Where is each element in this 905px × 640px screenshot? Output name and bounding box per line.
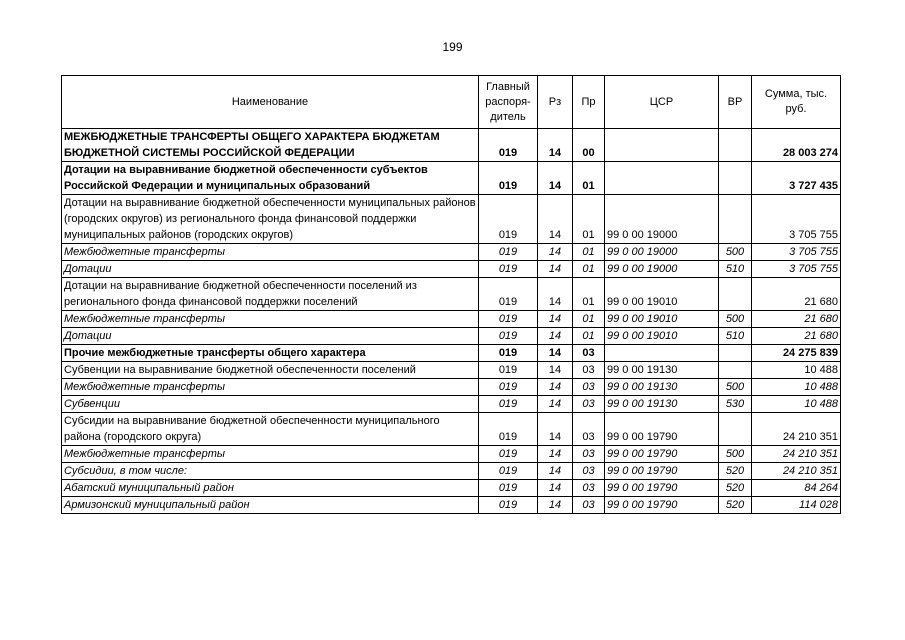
row-section: 14 xyxy=(538,261,573,278)
row-subsection: 01 xyxy=(573,261,605,278)
row-name: МЕЖБЮДЖЕТНЫЕ ТРАНСФЕРТЫ ОБЩЕГО ХАРАКТЕРА БЮДЖЕТАМ БЮДЖЕТНОЙ СИСТЕМЫ РОССИЙСКОЙ ФЕДЕРАЦИИ xyxy=(62,129,479,162)
row-section: 14 xyxy=(538,244,573,261)
row-main-manager: 019 xyxy=(479,328,538,345)
row-name: Дотации на выравнивание бюджетной обеспеченности поселений из регионального фонда финансовой поддержки поселений xyxy=(62,278,479,311)
row-expense-type: 530 xyxy=(719,396,752,413)
row-name: Армизонский муниципальный район xyxy=(62,497,479,514)
row-section: 14 xyxy=(538,362,573,379)
row-expense-type: 520 xyxy=(719,497,752,514)
row-section: 14 xyxy=(538,311,573,328)
row-expense-type: 510 xyxy=(719,328,752,345)
row-subsection: 01 xyxy=(573,195,605,244)
row-target-article: 99 0 00 19130 xyxy=(605,379,719,396)
row-amount: 24 210 351 xyxy=(752,463,841,480)
table-row xyxy=(62,328,841,345)
row-subsection: 03 xyxy=(573,362,605,379)
table-row xyxy=(62,480,841,497)
header-subsection: Пр xyxy=(573,76,605,129)
row-section: 14 xyxy=(538,413,573,446)
row-section: 14 xyxy=(538,328,573,345)
row-amount: 28 003 274 xyxy=(752,129,841,162)
table-row xyxy=(62,129,841,162)
row-amount: 21 680 xyxy=(752,311,841,328)
row-amount: 3 705 755 xyxy=(752,195,841,244)
row-amount: 3 727 435 xyxy=(752,162,841,195)
row-amount: 114 028 xyxy=(752,497,841,514)
row-section: 14 xyxy=(538,129,573,162)
row-target-article: 99 0 00 19130 xyxy=(605,396,719,413)
header-main-manager: Главный распоря-дитель xyxy=(479,76,538,129)
row-name: Межбюджетные трансферты xyxy=(62,379,479,396)
row-main-manager: 019 xyxy=(479,162,538,195)
row-amount: 10 488 xyxy=(752,362,841,379)
table-row xyxy=(62,278,841,311)
row-main-manager: 019 xyxy=(479,497,538,514)
row-subsection: 03 xyxy=(573,379,605,396)
row-subsection: 01 xyxy=(573,328,605,345)
row-name: Субсидии на выравнивание бюджетной обеспеченности муниципального района (городского округа) xyxy=(62,413,479,446)
row-section: 14 xyxy=(538,379,573,396)
row-name: Субвенции на выравнивание бюджетной обеспеченности поселений xyxy=(62,362,479,379)
row-target-article: 99 0 00 19000 xyxy=(605,261,719,278)
row-target-article: 99 0 00 19790 xyxy=(605,497,719,514)
table-row xyxy=(62,379,841,396)
budget-table xyxy=(61,75,841,514)
row-subsection: 03 xyxy=(573,345,605,362)
row-target-article xyxy=(605,129,719,162)
header-amount: Сумма, тыс. руб. xyxy=(752,76,841,129)
row-target-article: 99 0 00 19000 xyxy=(605,244,719,261)
header-target-article: ЦСР xyxy=(605,76,719,129)
row-main-manager: 019 xyxy=(479,311,538,328)
table-row xyxy=(62,195,841,244)
row-target-article: 99 0 00 19010 xyxy=(605,278,719,311)
row-expense-type xyxy=(719,162,752,195)
row-name: Дотации xyxy=(62,261,479,278)
row-name: Дотации на выравнивание бюджетной обеспеченности субъектов Российской Федерации и муниципальных образований xyxy=(62,162,479,195)
row-name: Межбюджетные трансферты xyxy=(62,244,479,261)
row-subsection: 03 xyxy=(573,446,605,463)
row-main-manager: 019 xyxy=(479,244,538,261)
row-target-article: 99 0 00 19130 xyxy=(605,362,719,379)
table-row xyxy=(62,446,841,463)
row-section: 14 xyxy=(538,345,573,362)
row-subsection: 03 xyxy=(573,396,605,413)
table-row xyxy=(62,345,841,362)
table-row xyxy=(62,162,841,195)
row-amount: 24 210 351 xyxy=(752,413,841,446)
row-expense-type xyxy=(719,345,752,362)
row-amount: 3 705 755 xyxy=(752,244,841,261)
row-expense-type xyxy=(719,129,752,162)
row-amount: 21 680 xyxy=(752,328,841,345)
row-main-manager: 019 xyxy=(479,195,538,244)
row-target-article: 99 0 00 19010 xyxy=(605,311,719,328)
header-row xyxy=(62,76,841,129)
row-target-article: 99 0 00 19000 xyxy=(605,195,719,244)
row-amount: 10 488 xyxy=(752,379,841,396)
row-target-article: 99 0 00 19790 xyxy=(605,446,719,463)
row-name: Субсидии, в том числе: xyxy=(62,463,479,480)
header-name: Наименование xyxy=(62,76,479,129)
row-section: 14 xyxy=(538,480,573,497)
row-main-manager: 019 xyxy=(479,261,538,278)
row-section: 14 xyxy=(538,195,573,244)
header-section: Рз xyxy=(538,76,573,129)
page-number: 199 xyxy=(442,40,463,54)
row-amount: 24 210 351 xyxy=(752,446,841,463)
table-row xyxy=(62,311,841,328)
row-expense-type xyxy=(719,413,752,446)
row-target-article xyxy=(605,345,719,362)
row-expense-type: 500 xyxy=(719,379,752,396)
row-name: Межбюджетные трансферты xyxy=(62,446,479,463)
row-name: Абатский муниципальный район xyxy=(62,480,479,497)
row-amount: 84 264 xyxy=(752,480,841,497)
row-main-manager: 019 xyxy=(479,362,538,379)
header-expense-type: ВР xyxy=(719,76,752,129)
row-name: Субвенции xyxy=(62,396,479,413)
row-target-article: 99 0 00 19010 xyxy=(605,328,719,345)
row-amount: 21 680 xyxy=(752,278,841,311)
row-subsection: 01 xyxy=(573,244,605,261)
row-expense-type xyxy=(719,195,752,244)
row-expense-type: 520 xyxy=(719,463,752,480)
row-main-manager: 019 xyxy=(479,480,538,497)
row-section: 14 xyxy=(538,446,573,463)
table-row xyxy=(62,497,841,514)
row-main-manager: 019 xyxy=(479,413,538,446)
row-subsection: 03 xyxy=(573,497,605,514)
table-row xyxy=(62,396,841,413)
row-main-manager: 019 xyxy=(479,129,538,162)
row-name: Межбюджетные трансферты xyxy=(62,311,479,328)
row-subsection: 01 xyxy=(573,311,605,328)
row-target-article: 99 0 00 19790 xyxy=(605,480,719,497)
row-expense-type: 510 xyxy=(719,261,752,278)
row-subsection: 03 xyxy=(573,463,605,480)
row-target-article: 99 0 00 19790 xyxy=(605,463,719,480)
row-main-manager: 019 xyxy=(479,345,538,362)
table-row xyxy=(62,463,841,480)
row-main-manager: 019 xyxy=(479,278,538,311)
row-subsection: 01 xyxy=(573,162,605,195)
row-target-article xyxy=(605,162,719,195)
row-expense-type xyxy=(719,278,752,311)
row-amount: 10 488 xyxy=(752,396,841,413)
row-section: 14 xyxy=(538,278,573,311)
row-subsection: 03 xyxy=(573,413,605,446)
row-main-manager: 019 xyxy=(479,379,538,396)
row-expense-type xyxy=(719,362,752,379)
row-subsection: 01 xyxy=(573,278,605,311)
row-expense-type: 500 xyxy=(719,311,752,328)
row-section: 14 xyxy=(538,497,573,514)
row-section: 14 xyxy=(538,463,573,480)
row-subsection: 00 xyxy=(573,129,605,162)
row-target-article: 99 0 00 19790 xyxy=(605,413,719,446)
row-amount: 24 275 839 xyxy=(752,345,841,362)
row-amount: 3 705 755 xyxy=(752,261,841,278)
table-row xyxy=(62,261,841,278)
row-subsection: 03 xyxy=(573,480,605,497)
row-name: Прочие межбюджетные трансферты общего характера xyxy=(62,345,479,362)
row-section: 14 xyxy=(538,396,573,413)
table-row xyxy=(62,362,841,379)
row-main-manager: 019 xyxy=(479,396,538,413)
row-expense-type: 500 xyxy=(719,244,752,261)
table-row xyxy=(62,413,841,446)
table-row xyxy=(62,244,841,261)
row-name: Дотации xyxy=(62,328,479,345)
row-expense-type: 500 xyxy=(719,446,752,463)
row-main-manager: 019 xyxy=(479,446,538,463)
row-expense-type: 520 xyxy=(719,480,752,497)
row-main-manager: 019 xyxy=(479,463,538,480)
row-name: Дотации на выравнивание бюджетной обеспеченности муниципальных районов (городских округов) из регионального фонда финансовой поддержки муниципальных районов (городских округов) xyxy=(62,195,479,244)
row-section: 14 xyxy=(538,162,573,195)
